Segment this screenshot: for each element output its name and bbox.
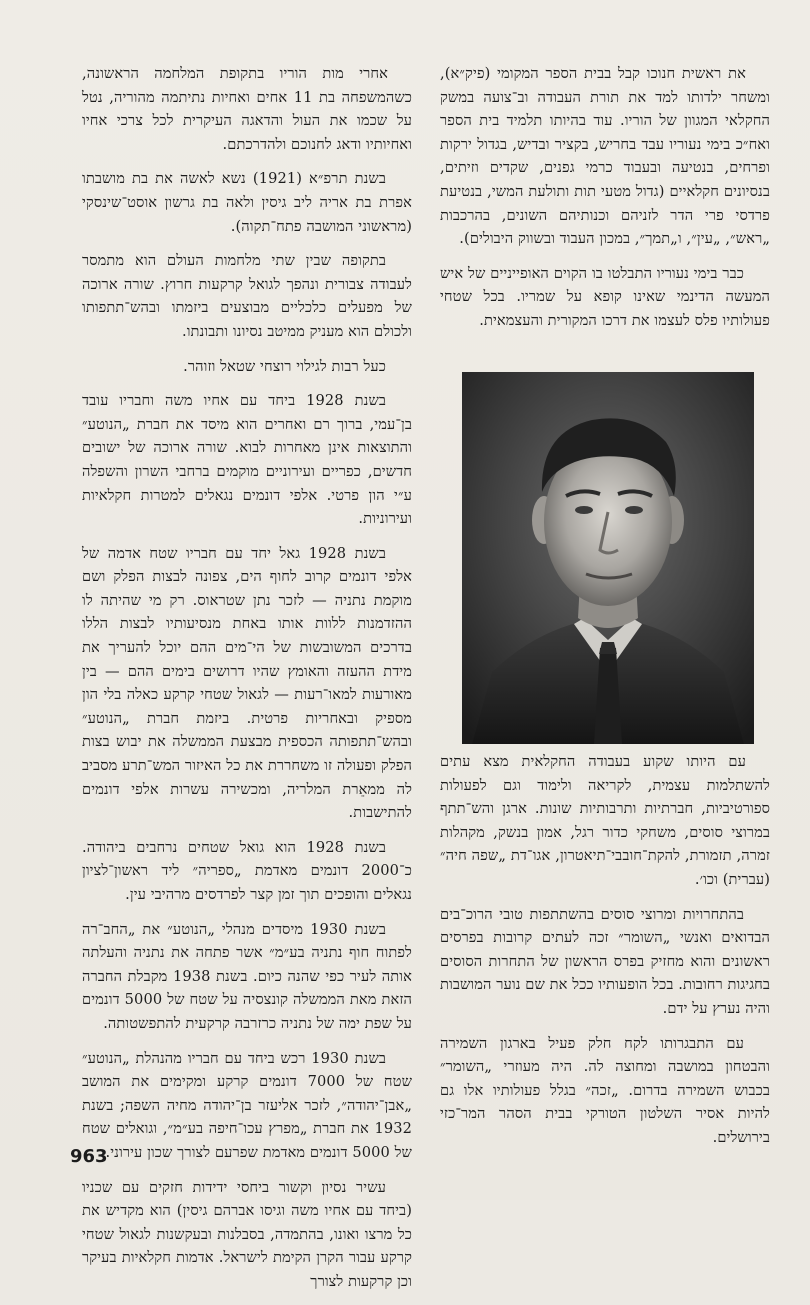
paragraph: אחרי מות הוריו בתקופת המלחמה הראשונה, כשהמשפחה בת 11 אחים ואחיות נתיתמה מהוריה, נטל על שכמו את העול והדאגה העיקרית לכל צרכי אחיו ואחיותיו ודאג לחנוכם ולהדרכתם.	[82, 65, 412, 153]
paragraph: בהתחרויות ומרוצי סוסים בהשתתפות טובי הרוכ־בים הבדואים ואנשי „השומר״ זכה לעתים קרובות בפרסים ראשונים והוא מחזיק בפרס הראשון של התחרות הסוסים בחגיגות רחובות. בכל הופעותיו ככל את שם נוער המושבות והיה נערץ על ידם.	[440, 905, 770, 1017]
paragraph: עם התבגרותו לקח חלק פעיל בארגון השמירה והבטחון במושבה ומחוצה לה. היה מעוזרי „השומר״ בכבוש השמירה בדרום. „זכה״ בגלל פעולותיו אלו גם להיות אסיר השלטון הטורקי בבית הסהר המר־כזי בירושלים.	[440, 1034, 770, 1146]
page-number: 963	[70, 1146, 108, 1167]
paragraph: כבר בימי נעוריו התבלטו בו הקוים האופייניים של איש המעשה הדינמי שאינו קופא על שמריו. בכל שטחי פעולותיו פלס לעצמו את דרכו המקורית והעצמאית.	[440, 264, 770, 329]
paragraph: בשנת 1928 הוא גואל שטחים נרחבים ביהודה. כ־2000 דונמים מאדמת „ספריה״ ליד ראשון־לציון נגאלים והופכים תוך זמן קצר לפרדסים מרהיבי עין.	[82, 838, 412, 903]
portrait-photo	[462, 372, 754, 744]
paragraph: עשיר נסיון וקשור ביחסי ידידות חזקים עם שכניו (ביחד עם אחיו משה וגיסו אברהם גיסין) הוא מקדיש את כל מרצו ואונו, בהתמדה, בסבלנות ובעקשנות לגאול שטחי קרקע עבור הקרן הקימת לישראל. אדמות חקלאיות בעיקר וכן קרקעות לצורך	[82, 1178, 412, 1290]
paragraph: כעל רבות לגילוי רוצחי שטאל וזוהר.	[183, 357, 386, 375]
right-column-bottom	[440, 750, 770, 1161]
paragraph: את ראשית חנוכו קבל בבית הספר המקומי (פיק״א), ומשחר ילדותו למד את תורת העבודה וב־צועה במשק החקלאי המגוון של הוריו. עוד בהיותו תלמיד בית הספר ואח״כ בימי נעוריו עבד בחריש, בקציר ובדיש, בגדול ירקות ופרחים, בנטיעה ובעבוד כרמי גפנים, שקדים וזיתים, בנסיונים חקלאיים (גדול מטעי תות ותולעת המשי, בנטיעת פרדסי פרי הדר לזניהם וכנותיהם השונים, בהרכבות „ראש״, „עין״, ו„תמך״, במכון העבוד ובשווק היבולים).	[440, 65, 770, 248]
paragraph: עם היותו שקוע בעבודה החקלאית מצא עתים להשתלמות עצמית, לקריאה ולימוד וגם לפעולות ספורטיביות, חברתיות ותרבותיות שונות. ארגן והש־תתף במרוצי סוסים, משחקי כדור רגל, אמון בנשק, מקהלות זמרה, תזמורת, להקת־חובבי־תיאטרון, אגו־דת „שפה חיה״ (עברית) וכו׳.	[440, 753, 770, 888]
paragraph: בתקופה שבין שתי מלחמות העולם הוא מתמסר לעבודה צבורית ונהפך לגואל קרקעות חרוץ. שורה ארוכה של מפעלים כלכליים מבוצעים ביזמתו ובהש־תתפותו ולכולם הוא מעניק ממיטב נסיונו ותבונתו.	[82, 252, 412, 340]
paragraph: בשנת 1928 גאל יחד עם חבריו שטח אדמה של אלפי דונמים קרוב לחוף הים, צפונה לבצות הפלק ושם מוקמת נתניה — לזכר נתן שטראוס. רק מי שהיתה לו ההזדמנות ללוות אותו באחת מנסיעותיו לבצות הללו בדרכים המשובשות של הי־מים ההם יוכל להעריך את מידת ההעזה והאומץ שהיו דרושים בימים ההם — בין מאורעות למאו־רעות — לגאול שטחי קרקע כאלה בלי הון מספיק ובאחריות פרטית. ביזמת חברת „הנוטע״ ובהש־תתפותה הכספית מבצעת הממשלה את יבוש בצות הפלק ופעולה זו משחררת את כל האיזור המש־תרע מסביב לה ממאֵרת המלריה, ומכשירה עשרות אלפי דונמים להתישבות.	[82, 544, 412, 822]
right-column-top	[440, 62, 770, 344]
paragraph: בשנת 1930 רכש ביחד עם חבריו מהנהלת „הנוטע״ שטח של 7000 דונמים קרקע ומקימים את המושב „אבן־יהודה״, לזכר אליעזר בן־יהודה מחיה השפה; בשנת 1932 את חברת „מפרץ עכו־חיפה בע״מ״, וגואלים שטח של 5000 דונמים מאדמת שפרעם לצורך שכון עירוני.	[82, 1049, 412, 1161]
left-column	[82, 62, 412, 1305]
paragraph: בשנת 1928 ביחד עם אחיו משה וחבריו עובד בן־עמי, ברוך רם ואחרים הוא מיסד את חברת „הנוטע״ והתוצאות אינן מאחרות לבוא. שורה ארוכה של ישובים חדשים, כפריים ועירוניים מוקמים ברחבי השרון והשפלה ע״י הון פרטי. אלפי דונמים נגאלים למטרות חקלאיות ועירוניות.	[82, 392, 412, 528]
paragraph: בשנת תרפ״א (1921) נשא לאשה את בת מושבתו אפרת בת אריה ליב גיסין ולאה בת גרשון אוסט־שינסקי (מראשוני המושבה פתח־תקוה).	[82, 170, 412, 235]
paragraph: בשנת 1930 מיסדים מנהלי „הנוטע״ את „החב־רה לפתוח חוף נתניה בע״מ״ אשר פתחה את נתניה והעלתה אותה לעיר כפי שהנה כיום. בשנת 1938 מקבלת החברה הזאת מאת הממשלה קונצסיה על שטח של 5000 דונמים על שפת ימה של נתניה כרזרבה קרקעית להתפשטותה.	[82, 920, 412, 1032]
